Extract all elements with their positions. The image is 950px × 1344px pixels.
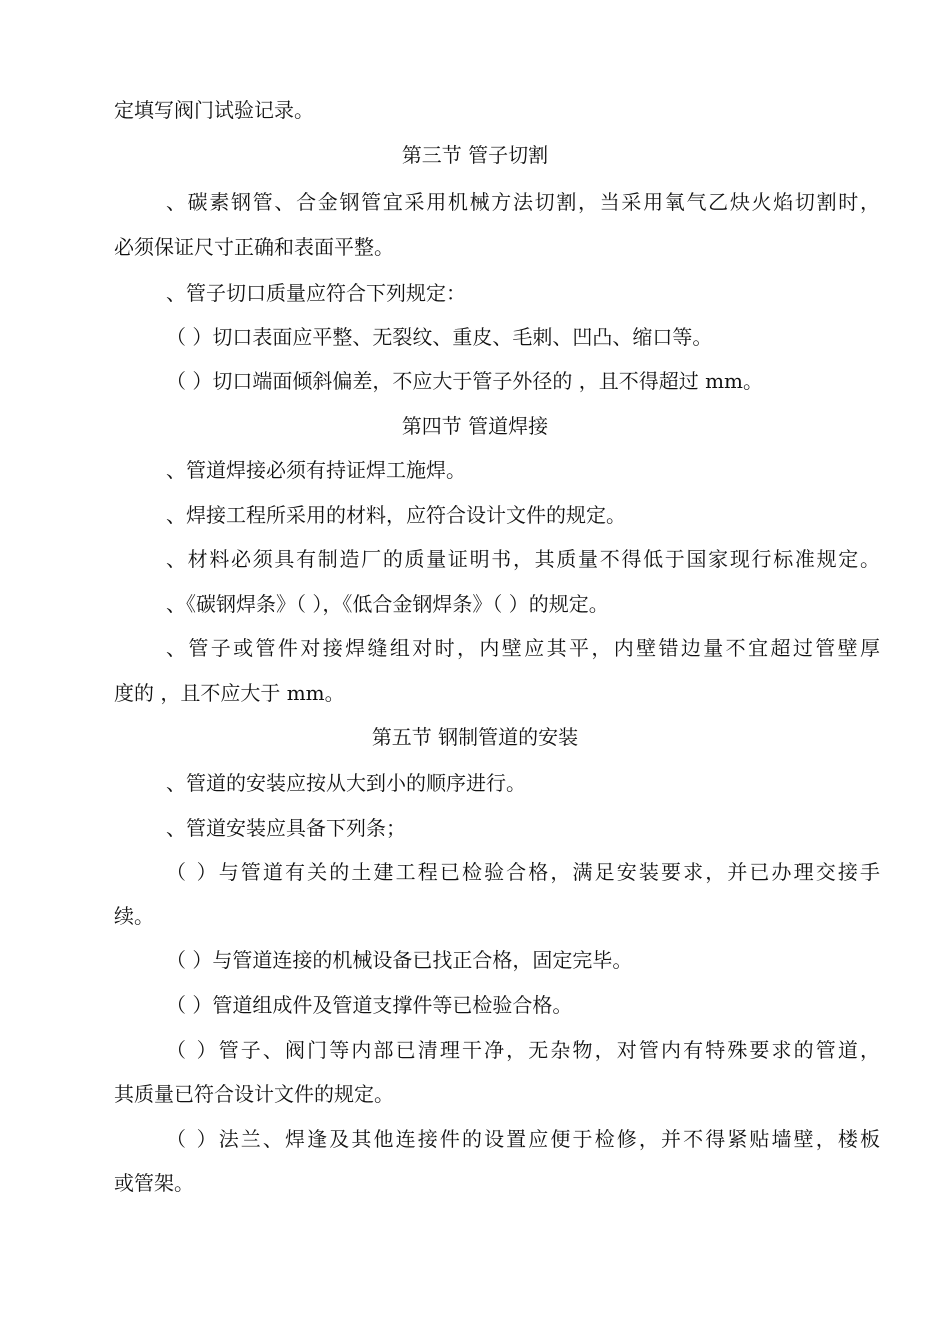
text-line: 、管子或管件对接焊缝组对时，内壁应其平，内壁错边量不宜超过管壁厚 — [166, 636, 880, 660]
text-line: （ ）管道组成件及管道支撑件等已检验合格。 — [166, 993, 573, 1017]
text-line: 、碳素钢管、合金钢管宜采用机械方法切割，当采用氧气乙炔火焰切割时， — [166, 190, 880, 214]
section-heading-4: 第四节 管道焊接 — [401, 414, 549, 438]
section-heading-3: 第三节 管子切割 — [401, 143, 549, 167]
text-line: 、管道焊接必须有持证焊工施焊。 — [166, 458, 466, 482]
text-line: （ ）切口端面倾斜偏差，不应大于管子外径的 ，且不得超过 mm。 — [166, 369, 764, 393]
text-line: 度的 ，且不应大于 mm。 — [114, 681, 345, 705]
text-line: （ ）与管道有关的土建工程已检验合格，满足安装要求，并已办理交接手 — [166, 860, 880, 884]
text-line: （ ）法兰、焊逢及其他连接件的设置应便于检修，并不得紧贴墙壁，楼板 — [166, 1127, 880, 1151]
text-line: 、材料必须具有制造厂的质量证明书，其质量不得低于国家现行标准规定。 — [166, 547, 880, 571]
section-heading-5: 第五节 钢制管道的安装 — [371, 725, 579, 749]
text-line: 、焊接工程所采用的材料，应符合设计文件的规定。 — [166, 503, 626, 527]
text-line: （ ）管子、阀门等内部已清理干净，无杂物，对管内有特殊要求的管道， — [166, 1038, 880, 1062]
text-line: （ ）切口表面应平整、无裂纹、重皮、毛刺、凹凸、缩口等。 — [166, 325, 713, 349]
text-line: 、管道的安装应按从大到小的顺序进行。 — [166, 771, 526, 795]
text-line: 必须保证尺寸正确和表面平整。 — [114, 235, 394, 259]
text-line: （ ）与管道连接的机械设备已找正合格，固定完毕。 — [166, 948, 633, 972]
text-line: 定填写阀门试验记录。 — [114, 98, 314, 122]
text-line: 其质量已符合设计文件的规定。 — [114, 1082, 394, 1106]
text-line: 、管道安装应具备下列条； — [166, 816, 406, 840]
text-line: 续。 — [114, 904, 154, 928]
text-line: 或管架。 — [114, 1171, 194, 1195]
text-line: 、《碳钢焊条》（ ），《低合金钢焊条》（ ）的规定。 — [166, 592, 609, 616]
text-line: 、管子切口质量应符合下列规定： — [166, 281, 466, 305]
